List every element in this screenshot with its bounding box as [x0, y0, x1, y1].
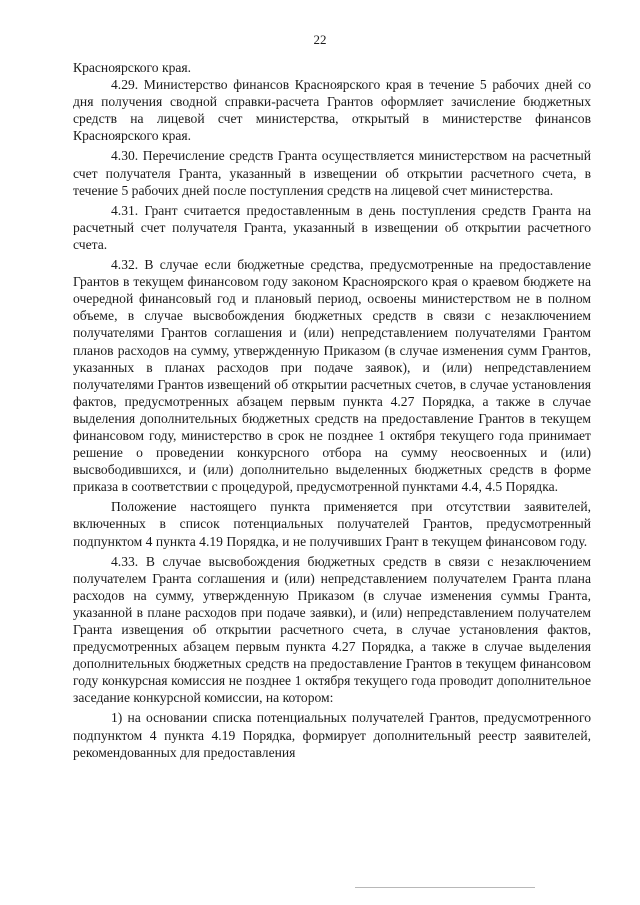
paragraph-4-31: 4.31. Грант считается предоставленным в день поступления средств Гранта на расчетный счет получателя Гранта, указанный в извещении об открытии расчетного счета. [73, 202, 591, 252]
scan-artifact-line [355, 887, 535, 888]
paragraph-4-29: 4.29. Министерство финансов Красноярского края в течение 5 рабочих дней со дня получения сводной справки-расчета Грантов оформляет зачисление бюджетных средств на лицевой счет министерства, открытый в министерстве финансов Красноярского края. [73, 77, 591, 144]
paragraph-4-32-provision: Положение настоящего пункта применяется при отсутствии заявителей, включенных в список потенциальных получателей Грантов, предусмотренный подпунктом 4 пункта 4.19 Порядка, и не получивших Грант в текущем финансовом году. [73, 499, 591, 549]
paragraph-4-30: 4.30. Перечисление средств Гранта осуществляется министерством на расчетный счет получателя Гранта, указанный в извещении об открытии расчетного счета, в течение 5 рабочих дней после поступления средств на лицевой счет министерства. [73, 148, 591, 198]
paragraph-4-33: 4.33. В случае высвобождения бюджетных средств в связи с незаключением получателем Гранта соглашения и (или) непредставлением получателем Гранта плана расходов на сумму, утвержденную Приказом (в случае изменения суммы Гранта, указанной в плане расходов при подаче заявки), и (или) непредставлением получателем Гранта извещения об открытии расчетного счета, в случае установления фактов, предусмотренных абзацем первым пункта 4.27 Порядка, а также в случае выделения дополнительных бюджетных средств на предоставление Грантов в текущем финансовом году конкурсная комиссия не позднее 1 октября текущего года проводит дополнительное заседание конкурсной комиссии, на котором: [73, 553, 591, 706]
document-text [73, 59, 591, 761]
page-number: 22 [313, 32, 327, 47]
paragraph-4-33-item-1: 1) на основании списка потенциальных получателей Грантов, предусмотренного подпунктом 4 пункта 4.19 Порядка, формирует дополнительный реестр заявителей, рекомендованных для предоставления [73, 710, 591, 760]
paragraph-continuation: Красноярского края. [73, 60, 192, 75]
paragraph-4-32: 4.32. В случае если бюджетные средства, предусмотренные на предоставление Грантов в текущем финансовом году законом Красноярского края о краевом бюджете на очередной финансовый год и плановый период, освоены министерством не в полном объеме, в случае высвобождения бюджетных средств в связи с незаключением получателями Грантов соглашения и (или) непредставлением получателями Грантом планов расходов на сумму, утвержденную Приказом (в случае изменения сумм Грантов, указанных в планах расходов при подаче заявок), и (или) непредставлением получателями Грантов извещений об открытии расчетных счетов, в случае установления фактов, предусмотренных абзацем первым пункта 4.27 Порядка, а также в случае выделения дополнительных бюджетных средств на предоставление Грантов в текущем финансовом году, министерство в срок не позднее 1 октября текущего года принимает решение о проведении конкурсного отбора на сумму неосвоенных и (или) высвободившихся, и (или) дополнительно выделенных бюджетных средств в форме приказа в соответствии с процедурой, предусмотренной пунктами 4.4, 4.5 Порядка. [73, 257, 591, 495]
